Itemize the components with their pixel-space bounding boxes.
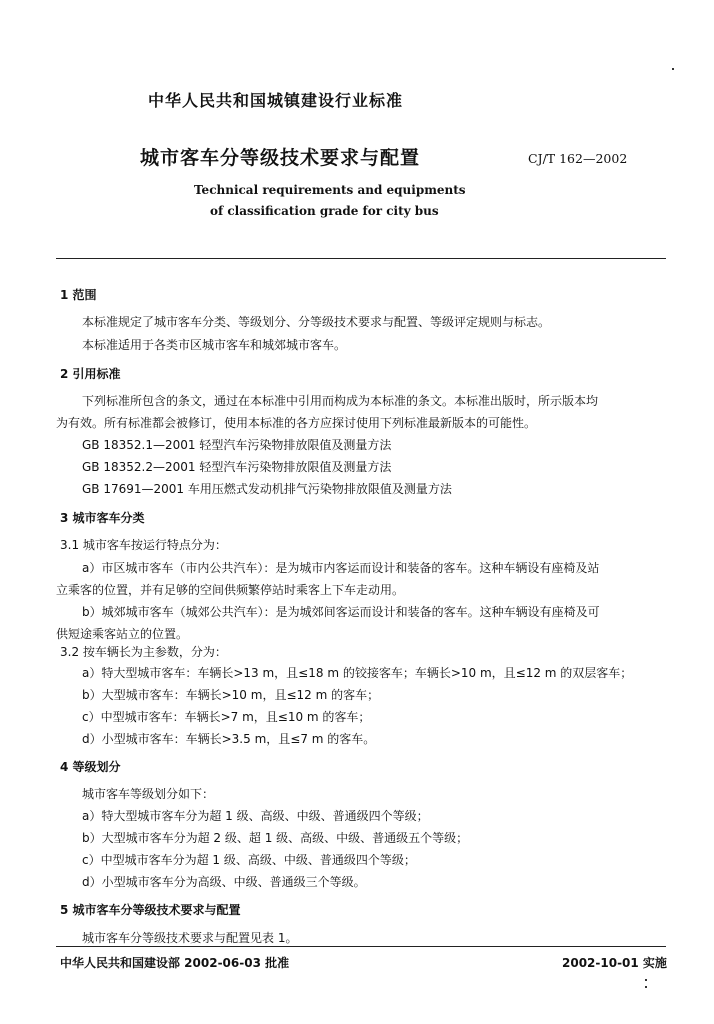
clause-3-1-b-line-1: b）城郊城市客车（城郊公共汽车）：是为城郊间客运而设计和装备的客车。这种车辆设有座椅及可 bbox=[82, 605, 600, 619]
clause-3-1: 3.1 城市客车按运行特点分为： bbox=[60, 538, 227, 552]
scan-speck bbox=[672, 68, 674, 70]
clause-3-2-b: b）大型城市客车：车辆长>10 m，且≤12 m 的客车； bbox=[82, 688, 380, 702]
section-3-heading: 3 城市客车分类 bbox=[60, 511, 145, 525]
section-2-para-1b: 为有效。所有标准都会被修订，使用本标准的各方应探讨使用下列标准最新版本的可能性。 bbox=[56, 416, 537, 430]
approval-line: 中华人民共和国建设部 2002-06-03 批准 bbox=[60, 956, 290, 970]
english-title-line-2: of classification grade for city bus bbox=[210, 204, 439, 218]
scan-speck bbox=[645, 979, 647, 981]
clause-3-1-a-line-2: 立乘客的位置，并有足够的空间供频繁停站时乘客上下车走动用。 bbox=[56, 583, 405, 597]
section-2-heading: 2 引用标准 bbox=[60, 367, 121, 381]
implementation-date: 2002-10-01 实施 bbox=[562, 956, 667, 970]
section-1-para-2: 本标准适用于各类市区城市客车和城郊城市客车。 bbox=[82, 338, 347, 352]
scan-speck bbox=[645, 986, 647, 988]
reference-2: GB 18352.2—2001 轻型汽车污染物排放限值及测量方法 bbox=[82, 460, 392, 474]
section-4-item-a: a）特大型城市客车分为超 1 级、高级、中级、普通级四个等级； bbox=[82, 809, 429, 823]
clause-3-1-a-line-1: a）市区城市客车（市内公共汽车）：是为城市内客运而设计和装备的客车。这种车辆设有座椅及站 bbox=[82, 561, 600, 575]
section-1-para-1: 本标准规定了城市客车分类、等级划分、分等级技术要求与配置、等级评定规则与标志。 bbox=[82, 315, 551, 329]
header-divider bbox=[56, 258, 666, 259]
reference-3: GB 17691—2001 车用压燃式发动机排气污染物排放限值及测量方法 bbox=[82, 482, 452, 496]
section-5-para-1: 城市客车分等级技术要求与配置见表 1。 bbox=[82, 931, 298, 945]
section-4-heading: 4 等级划分 bbox=[60, 760, 121, 774]
section-2-para-1a: 下列标准所包含的条文，通过在本标准中引用而构成为本标准的条文。本标准出版时，所示版本均 bbox=[82, 394, 599, 408]
section-5-heading: 5 城市客车分等级技术要求与配置 bbox=[60, 903, 241, 917]
english-title-line-1: Technical requirements and equipments bbox=[194, 183, 466, 197]
clause-3-2: 3.2 按车辆长为主参数，分为： bbox=[60, 645, 227, 659]
section-1-heading: 1 范围 bbox=[60, 288, 97, 302]
section-4-item-b: b）大型城市客车分为超 2 级、超 1 级、高级、中级、普通级五个等级； bbox=[82, 831, 469, 845]
clause-3-2-c: c）中型城市客车：车辆长>7 m，且≤10 m 的客车； bbox=[82, 710, 371, 724]
document-title: 城市客车分等级技术要求与配置 bbox=[140, 147, 421, 169]
standard-org-title: 中华人民共和国城镇建设行业标准 bbox=[148, 91, 404, 110]
clause-3-2-d: d）小型城市客车：车辆长>3.5 m，且≤7 m 的客车。 bbox=[82, 732, 376, 746]
clause-3-1-b-line-2: 供短途乘客站立的位置。 bbox=[56, 627, 189, 641]
section-4-item-d: d）小型城市客车分为高级、中级、普通级三个等级。 bbox=[82, 875, 366, 889]
standard-code: CJ/T 162—2002 bbox=[528, 151, 628, 166]
reference-1: GB 18352.1—2001 轻型汽车污染物排放限值及测量方法 bbox=[82, 438, 392, 452]
clause-3-2-a: a）特大型城市客车：车辆长>13 m，且≤18 m 的铰接客车；车辆长>10 m，且≤12 m 的双层客车； bbox=[82, 666, 633, 680]
section-4-intro: 城市客车等级划分如下： bbox=[82, 787, 215, 801]
section-4-item-c: c）中型城市客车分为超 1 级、高级、中级、普通级四个等级； bbox=[82, 853, 416, 867]
footer-divider bbox=[56, 946, 666, 947]
